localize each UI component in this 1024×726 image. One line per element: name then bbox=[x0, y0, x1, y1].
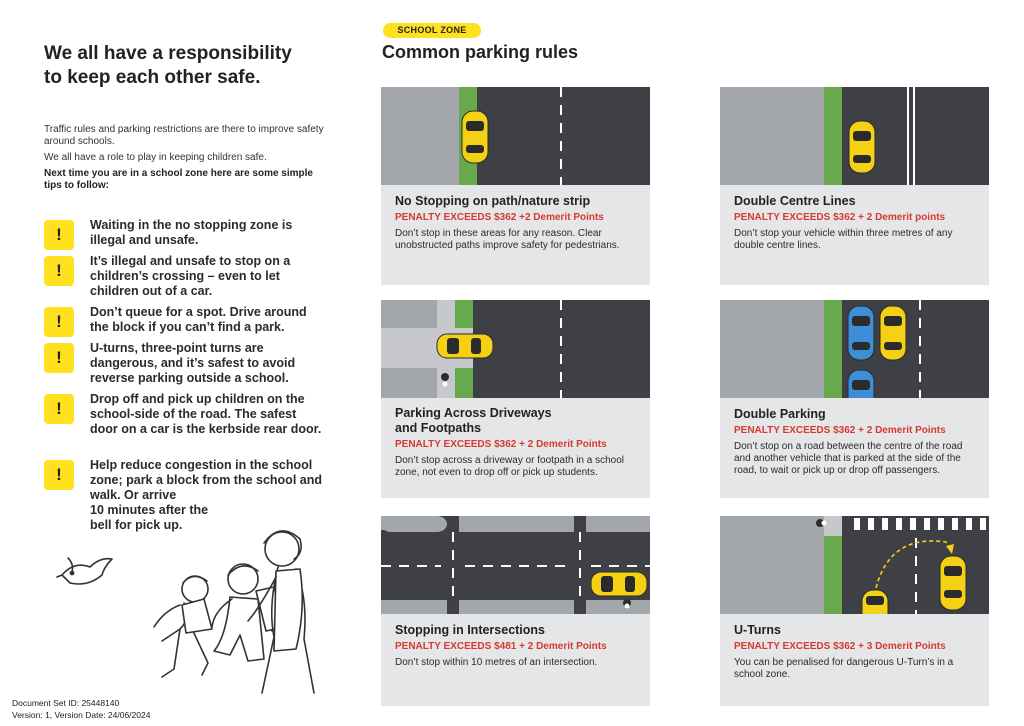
document-version: Version: 1, Version Date: 24/06/2024 bbox=[12, 710, 151, 720]
bird-icon bbox=[57, 558, 112, 584]
road-scene-image bbox=[720, 300, 989, 398]
yellow-car-icon bbox=[462, 111, 488, 163]
card-description: Don’t stop across a driveway or footpath in a school zone, not even to drop off or pick up students. bbox=[395, 455, 625, 478]
warning-icon: ! bbox=[44, 460, 74, 490]
document-info bbox=[12, 697, 150, 721]
rule-card-u-turns bbox=[720, 516, 989, 706]
child-figure bbox=[212, 564, 284, 661]
blue-car-icon bbox=[848, 306, 874, 360]
road-scene-image bbox=[381, 516, 650, 614]
card-penalty: PENALTY EXCEEDS $362 + 2 Demerit Points bbox=[395, 439, 607, 450]
rule-card-no-stopping-path bbox=[381, 87, 650, 285]
card-title: Stopping in Intersections bbox=[395, 623, 546, 637]
children-illustration bbox=[50, 525, 350, 700]
rule-card-double-centre-lines bbox=[720, 87, 989, 285]
yellow-car-icon bbox=[849, 121, 875, 173]
headline: We all have a responsibility to keep each other safe. bbox=[44, 43, 292, 88]
section-title: Common parking rules bbox=[382, 42, 579, 62]
card-description: You can be penalised for dangerous U-Turn’s in a school zone. bbox=[734, 657, 954, 680]
road-scene-image bbox=[720, 87, 989, 185]
yellow-car-icon bbox=[437, 334, 493, 358]
road-scene-image bbox=[381, 87, 650, 185]
card-penalty: PENALTY EXCEEDS $362 +2 Demerit Points bbox=[395, 212, 604, 223]
card-description: Don’t stop within 10 metres of an intersection. bbox=[395, 657, 598, 668]
card-description: Don’t stop in these areas for any reason. Clear unobstructed paths improve safety for pedestrians. bbox=[395, 228, 620, 251]
intro-paragraph-3: Next time you are in a school zone here are some simple tips to follow: bbox=[44, 168, 313, 191]
tip-text: It’s illegal and unsafe to stop on a children’s crossing – even to let children out of a car. bbox=[90, 254, 291, 298]
tip-item bbox=[44, 392, 334, 452]
road-scene-image bbox=[381, 300, 650, 398]
intro-paragraph-1: Traffic rules and parking restrictions are there to improve safety around schools. bbox=[44, 124, 324, 147]
warning-icon: ! bbox=[44, 256, 74, 286]
yellow-car-icon bbox=[862, 590, 888, 614]
rule-card-intersections bbox=[381, 516, 650, 706]
card-title: No Stopping on path/nature strip bbox=[395, 194, 591, 208]
rule-card-double-parking bbox=[720, 300, 989, 498]
road-scene-image bbox=[720, 516, 989, 614]
tip-text: U-turns, three-point turns are dangerous, and it’s safest to avoid reverse parking outside a school. bbox=[90, 341, 296, 385]
card-description: Don’t stop on a road between the centre of the road and another vehicle that is parked at the side of the road, to wait or pick up or drop off passengers. bbox=[734, 441, 963, 476]
yellow-car-icon bbox=[940, 556, 966, 610]
tip-text: Waiting in the no stopping zone is illegal and unsafe. bbox=[90, 218, 293, 247]
rule-card-driveways bbox=[381, 300, 650, 498]
card-description: Don’t stop your vehicle within three metres of any double centre lines. bbox=[734, 228, 953, 251]
warning-icon: ! bbox=[44, 343, 74, 373]
warning-icon: ! bbox=[44, 307, 74, 337]
tip-text: Help reduce congestion in the school zone; park a block from the school and walk. Or arrive 10 minutes after the bell for pick up. bbox=[90, 458, 322, 532]
tip-item bbox=[44, 305, 334, 337]
yellow-car-icon bbox=[591, 572, 647, 596]
child-figure bbox=[154, 576, 212, 677]
card-penalty: PENALTY EXCEEDS $362 + 2 Demerit Points bbox=[734, 425, 946, 436]
card-penalty: PENALTY EXCEEDS $362 + 3 Demerit Points bbox=[734, 641, 946, 652]
tip-text: Drop off and pick up children on the school-side of the road. The safest door on a car is the kerbside rear door. bbox=[90, 392, 322, 436]
card-title: Double Centre Lines bbox=[734, 194, 856, 208]
intro-paragraph-2: We all have a role to play in keeping children safe. bbox=[44, 152, 267, 163]
card-title: Double Parking bbox=[734, 407, 826, 421]
school-zone-tag: SCHOOL ZONE bbox=[383, 23, 481, 38]
document-id: Document Set ID: 25448140 bbox=[12, 698, 120, 708]
tip-item bbox=[44, 341, 334, 387]
tip-text: Don’t queue for a spot. Drive around the block if you can’t find a park. bbox=[90, 305, 307, 334]
card-penalty: PENALTY EXCEEDS $481 + 2 Demerit Points bbox=[395, 641, 607, 652]
tip-item bbox=[44, 458, 334, 534]
tip-item bbox=[44, 254, 334, 300]
card-title: Parking Across Driveways and Footpaths bbox=[395, 406, 552, 435]
warning-icon: ! bbox=[44, 394, 74, 424]
card-title: U-Turns bbox=[734, 623, 781, 637]
yellow-car-icon bbox=[880, 306, 906, 360]
tip-item bbox=[44, 218, 334, 250]
blue-car-icon bbox=[848, 370, 874, 398]
card-penalty: PENALTY EXCEEDS $362 + 2 Demerit points bbox=[734, 212, 946, 223]
intro-text bbox=[44, 124, 324, 196]
warning-icon: ! bbox=[44, 220, 74, 250]
